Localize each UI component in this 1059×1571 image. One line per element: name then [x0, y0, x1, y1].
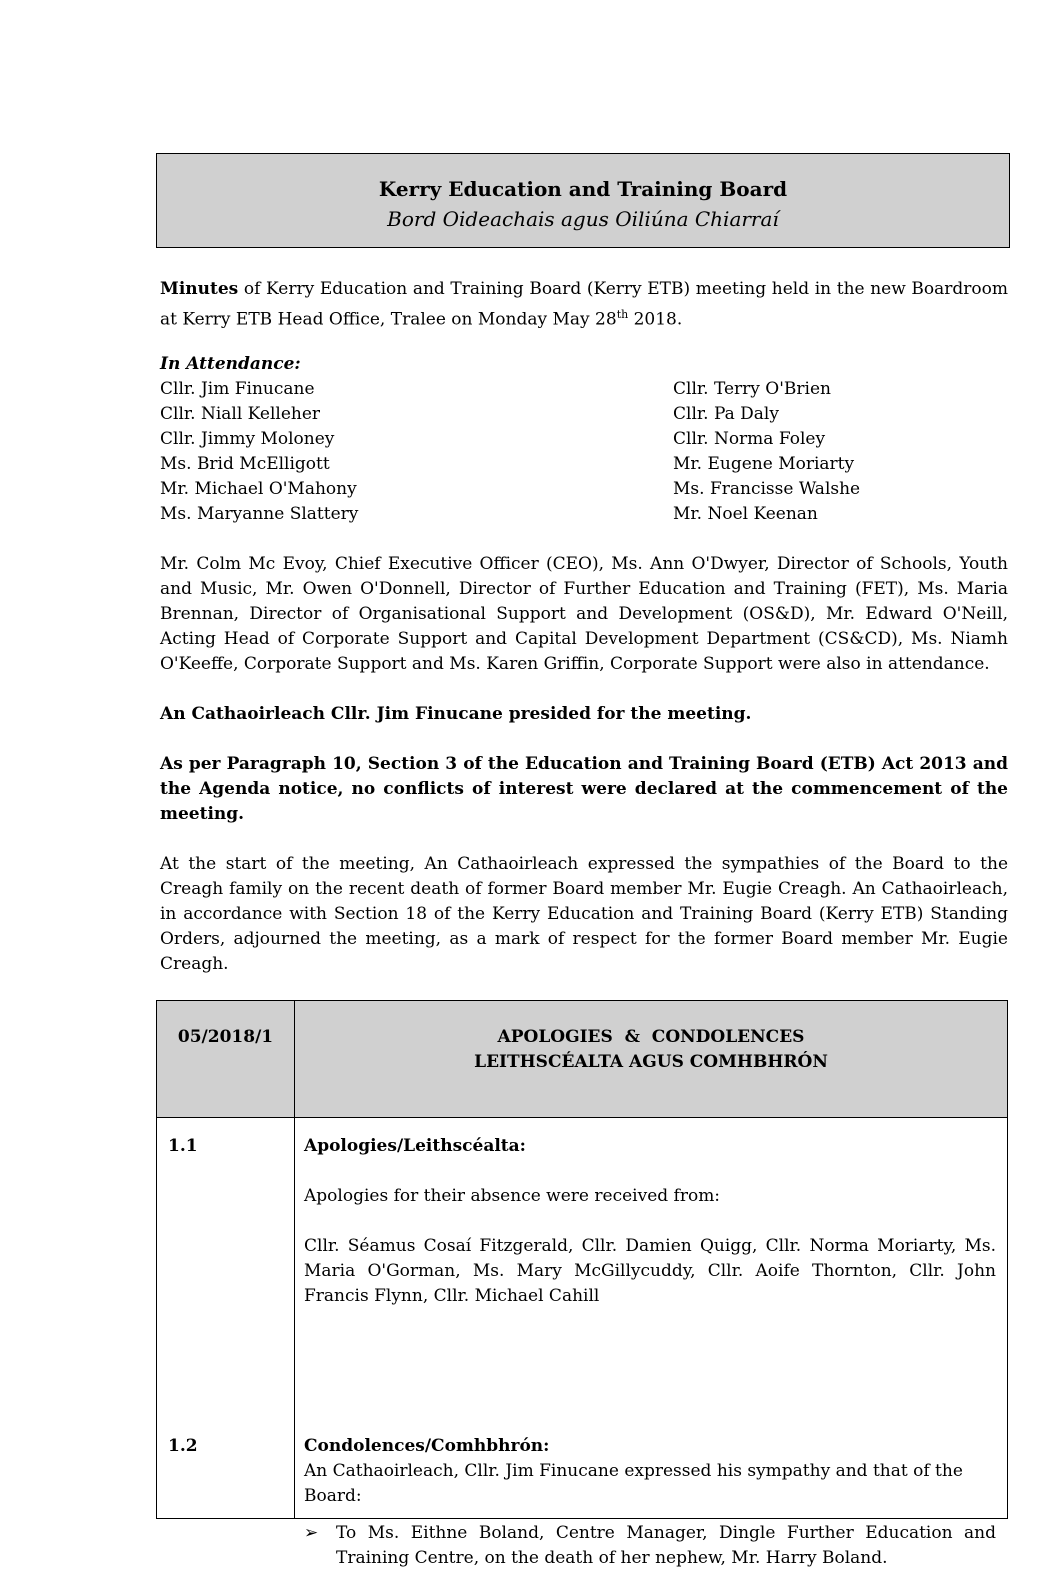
condolence-bullet	[304, 1521, 996, 1571]
attendance-heading: In Attendance:	[160, 354, 301, 374]
agenda-item-title	[295, 1001, 1008, 1118]
staff-paragraph: Mr. Colm Mc Evoy, Chief Executive Officer (CEO), Ms. Ann O'Dwyer, Director of Schools, Youth and Music, Mr. Owen O'Donnell, Director of Further Education and Training (FET), Ms. Maria Brennan, Director of Organisational Support and Development (OS&D), Mr. Edward O'Neill, Acting Head of Corporate Support and Capital Development Department (CS&CD), Ms. Niamh O'Keeffe, Corporate Support and Ms. Karen Griffin, Corporate Support were also in attendance.	[160, 554, 1008, 674]
attendee: Cllr. Norma Foley	[673, 429, 826, 449]
condolences-heading: Condolences/Comhbhrón:	[304, 1436, 550, 1456]
attendee: Cllr. Jimmy Moloney	[160, 429, 335, 449]
intro-lead: Minutes	[160, 279, 239, 299]
arrow-bullet-icon: ➢	[304, 1523, 319, 1543]
agenda-header-row	[157, 1001, 1008, 1118]
attendee: Mr. Michael O'Mahony	[160, 479, 357, 499]
agenda-item-number: 05/2018/1	[157, 1001, 295, 1118]
section-number: 1.2	[168, 1436, 198, 1456]
agenda-body-row	[157, 1118, 1008, 1519]
attendee: Ms. Francisse Walshe	[673, 479, 861, 499]
condolence-text: To Ms. Eithne Boland, Centre Manager, Dingle Further Education and Training Centre, on the death of her nephew, Mr. Harry Boland.	[336, 1523, 996, 1568]
sympathy-paragraph: At the start of the meeting, An Cathaoirleach expressed the sympathies of the Board to the Creagh family on the recent death of former Board member Mr. Eugie Creagh. An Cathaoirleach, in accordance with Section 18 of the Kerry Education and Training Board (Kerry ETB) Standing Orders, adjourned the meeting, as a mark of respect for the former Board member Mr. Eugie Creagh.	[160, 854, 1008, 974]
attendee: Mr. Eugene Moriarty	[673, 454, 855, 474]
agenda-title-english: APOLOGIES & CONDOLENCES	[497, 1027, 805, 1047]
attendee: Ms. Maryanne Slattery	[160, 504, 359, 524]
attendee: Cllr. Pa Daly	[673, 404, 779, 424]
attendee: Mr. Noel Keenan	[673, 504, 818, 524]
attendance-left-column	[160, 377, 358, 527]
attendee: Cllr. Jim Finucane	[160, 379, 315, 399]
board-title-english: Kerry Education and Training Board	[378, 177, 788, 201]
apologies-heading: Apologies/Leithscéalta:	[304, 1136, 526, 1156]
attendance-right-column	[673, 377, 860, 527]
section-number: 1.1	[168, 1136, 198, 1156]
intro-tail: 2018.	[628, 309, 683, 330]
title-box	[156, 153, 1010, 248]
attendee: Cllr. Terry O'Brien	[673, 379, 831, 399]
intro-paragraph	[160, 277, 1008, 333]
intro-superscript: th	[616, 308, 629, 321]
conflicts-statement: As per Paragraph 10, Section 3 of the Education and Training Board (ETB) Act 2013 and the Agenda notice, no conflicts of interest were declared at the commencement of the meeting.	[160, 754, 1008, 824]
agenda-table	[156, 1000, 1008, 1568]
section-number-cell	[157, 1118, 295, 1519]
attendee: Cllr. Niall Kelleher	[160, 404, 321, 424]
condolences-intro: An Cathaoirleach, Cllr. Jim Finucane expressed his sympathy and that of the Board:	[304, 1461, 963, 1506]
agenda-title-irish: LEITHSCÉALTA AGUS COMHBHRÓN	[474, 1052, 828, 1072]
apologies-intro: Apologies for their absence were received from:	[304, 1186, 721, 1206]
board-title-irish: Bord Oideachais agus Oiliúna Chiarraí	[387, 207, 779, 231]
intro-text: of Kerry Education and Training Board (Kerry ETB) meeting held in the new Boardroom at Kerry ETB Head Office, Tralee on Monday May 28	[160, 279, 1008, 330]
section-content-cell	[295, 1118, 1008, 1568]
attendee: Ms. Brid McElligott	[160, 454, 330, 474]
apologies-list: Cllr. Séamus Cosaí Fitzgerald, Cllr. Damien Quigg, Cllr. Norma Moriarty, Ms. Maria O'Gorman, Ms. Mary McGillycuddy, Cllr. Aoife Thornton, Cllr. John Francis Flynn, Cllr. Michael Cahill	[304, 1236, 996, 1306]
presided-statement: An Cathaoirleach Cllr. Jim Finucane presided for the meeting.	[160, 704, 752, 724]
